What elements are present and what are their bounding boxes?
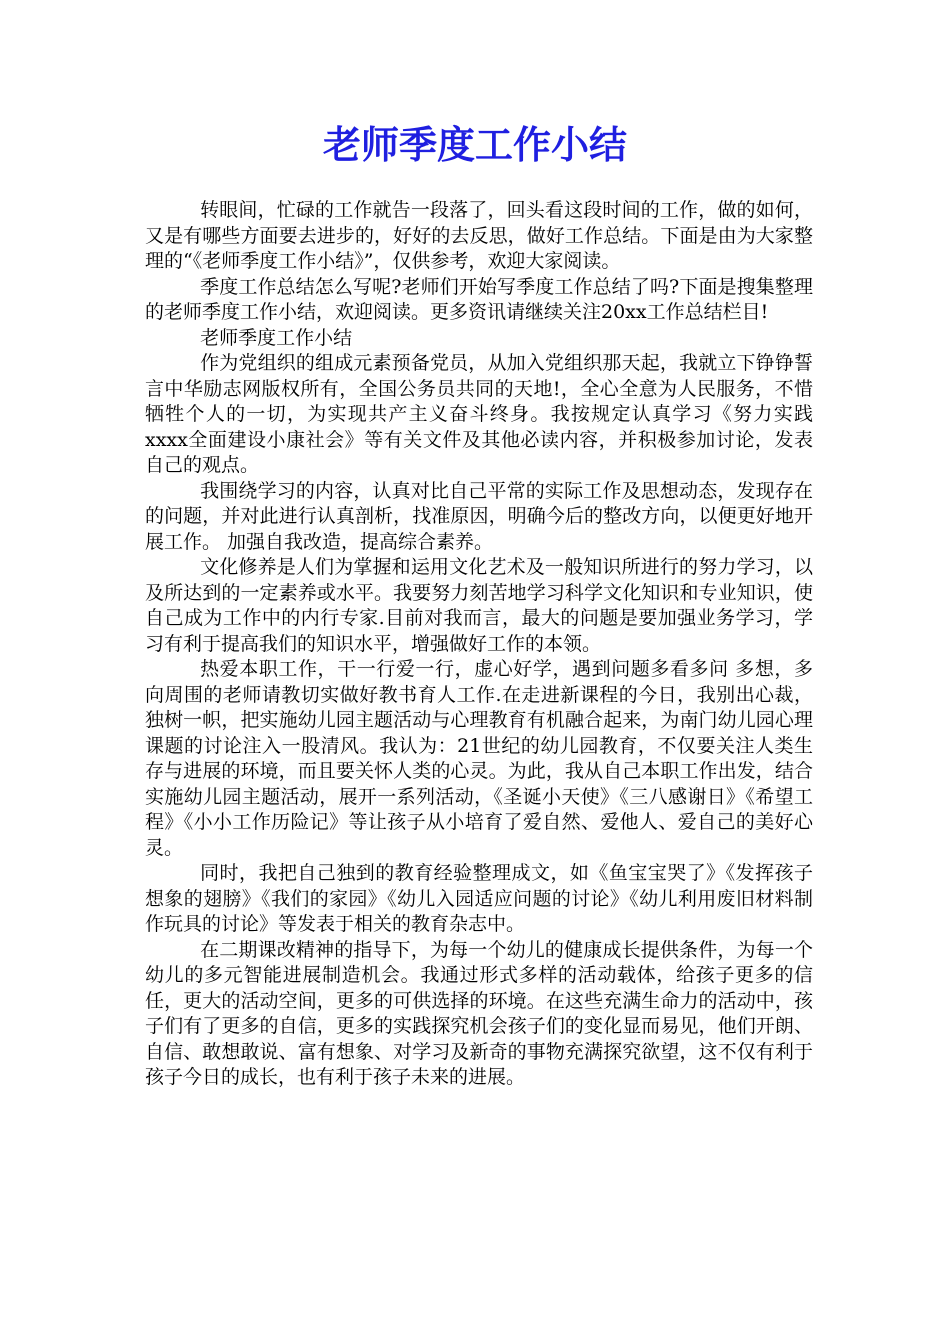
paragraph-publications: 同时，我把自己独到的教育经验整理成文，如《鱼宝宝哭了》《发挥孩子想象的翅膀》《我们的家园》《幼儿入园适应问题的讨论》《幼儿利用废旧材料制作玩具的讨论》等发表于相关的教育杂志中。 (145, 862, 813, 935)
paragraph-curriculum-reform: 在二期课改精神的指导下，为每一个幼儿的健康成长提供条件，为每一个幼儿的多元智能进展制造机会。我通过形式多样的活动载体，给孩子更多的信任，更大的活动空间，更多的可供选择的环境。在这些充满生命力的活动中，孩子们有了更多的自信，更多的实践探究机会孩子们的变化显而易见，他们开朗、自信、敢想敢说、富有想象、对学习及新奇的事物充满探究欲望，这不仅有利于孩子今日的成长，也有利于孩子未来的进展。 (145, 938, 813, 1088)
paragraph-preface: 季度工作总结怎么写呢?老师们开始写季度工作总结了吗?下面是搜集整理的老师季度工作小结，欢迎阅读。更多资讯请继续关注20xx工作总结栏目! (145, 275, 813, 323)
document-title: 老师季度工作小结 (322, 122, 627, 167)
paragraph-love-work: 热爱本职工作，干一行爱一行，虚心好学，遇到问题多看多问 多想，多向周围的老师请教切实做好教书育人工作.在走进新课程的今日，我别出心裁，独树一帜，把实施幼儿园主题活动与心理教育有机融合起来，为南门幼儿园心理课题的讨论注入一股清风。我认为：21世纪的幼儿园教育，不仅要关注人类生存与进展的环境，而且要关怀人类的心灵。为此，我从自己本职工作出发，结合实施幼儿园主题活动，展开一系列活动，《圣诞小天使》《三八感谢日》《希望工程》《小小工作历险记》等让孩子从小培育了爱自然、爱他人、爱自己的美好心灵。 (145, 658, 813, 859)
paragraph-party-member: 作为党组织的组成元素预备党员，从加入党组织那天起，我就立下铮铮誓言中华励志网版权所有，全国公务员共同的天地!，全心全意为人民服务，不惜牺牲个人的一切，为实现共产主义奋斗终身。我按规定认真学习《努力实践xxxx全面建设小康社会》等有关文件及其他必读内容，并积极参加讨论，发表自己的观点。 (145, 352, 813, 476)
paragraph-self-reflection: 我围绕学习的内容，认真对比自己平常的实际工作及思想动态，发现存在的问题，并对此进行认真剖析，找准原因，明确今后的整改方向，以便更好地开展工作。 加强自我改造，提高综合素养。 (145, 479, 813, 553)
document-body (145, 198, 813, 1091)
paragraph-intro: 转眼间，忙碌的工作就告一段落了，回头看这段时间的工作，做的如何，又是有哪些方面要去进步的，好好的去反思，做好工作总结。下面是由为大家整理的“《老师季度工作小结》”，仅供参考，欢迎大家阅读。 (145, 199, 813, 272)
paragraph-cultural-literacy: 文化修养是人们为掌握和运用文化艺术及一般知识所进行的努力学习，以及所达到的一定素养或水平。我要努力刻苦地学习科学文化知识和专业知识，使自己成为工作中的内行专家.目前对我而言，最大的问题是要加强业务学习，学习有利于提高我们的知识水平，增强做好工作的本领。 (145, 556, 813, 655)
paragraph-subtitle: 老师季度工作小结 (200, 326, 353, 349)
